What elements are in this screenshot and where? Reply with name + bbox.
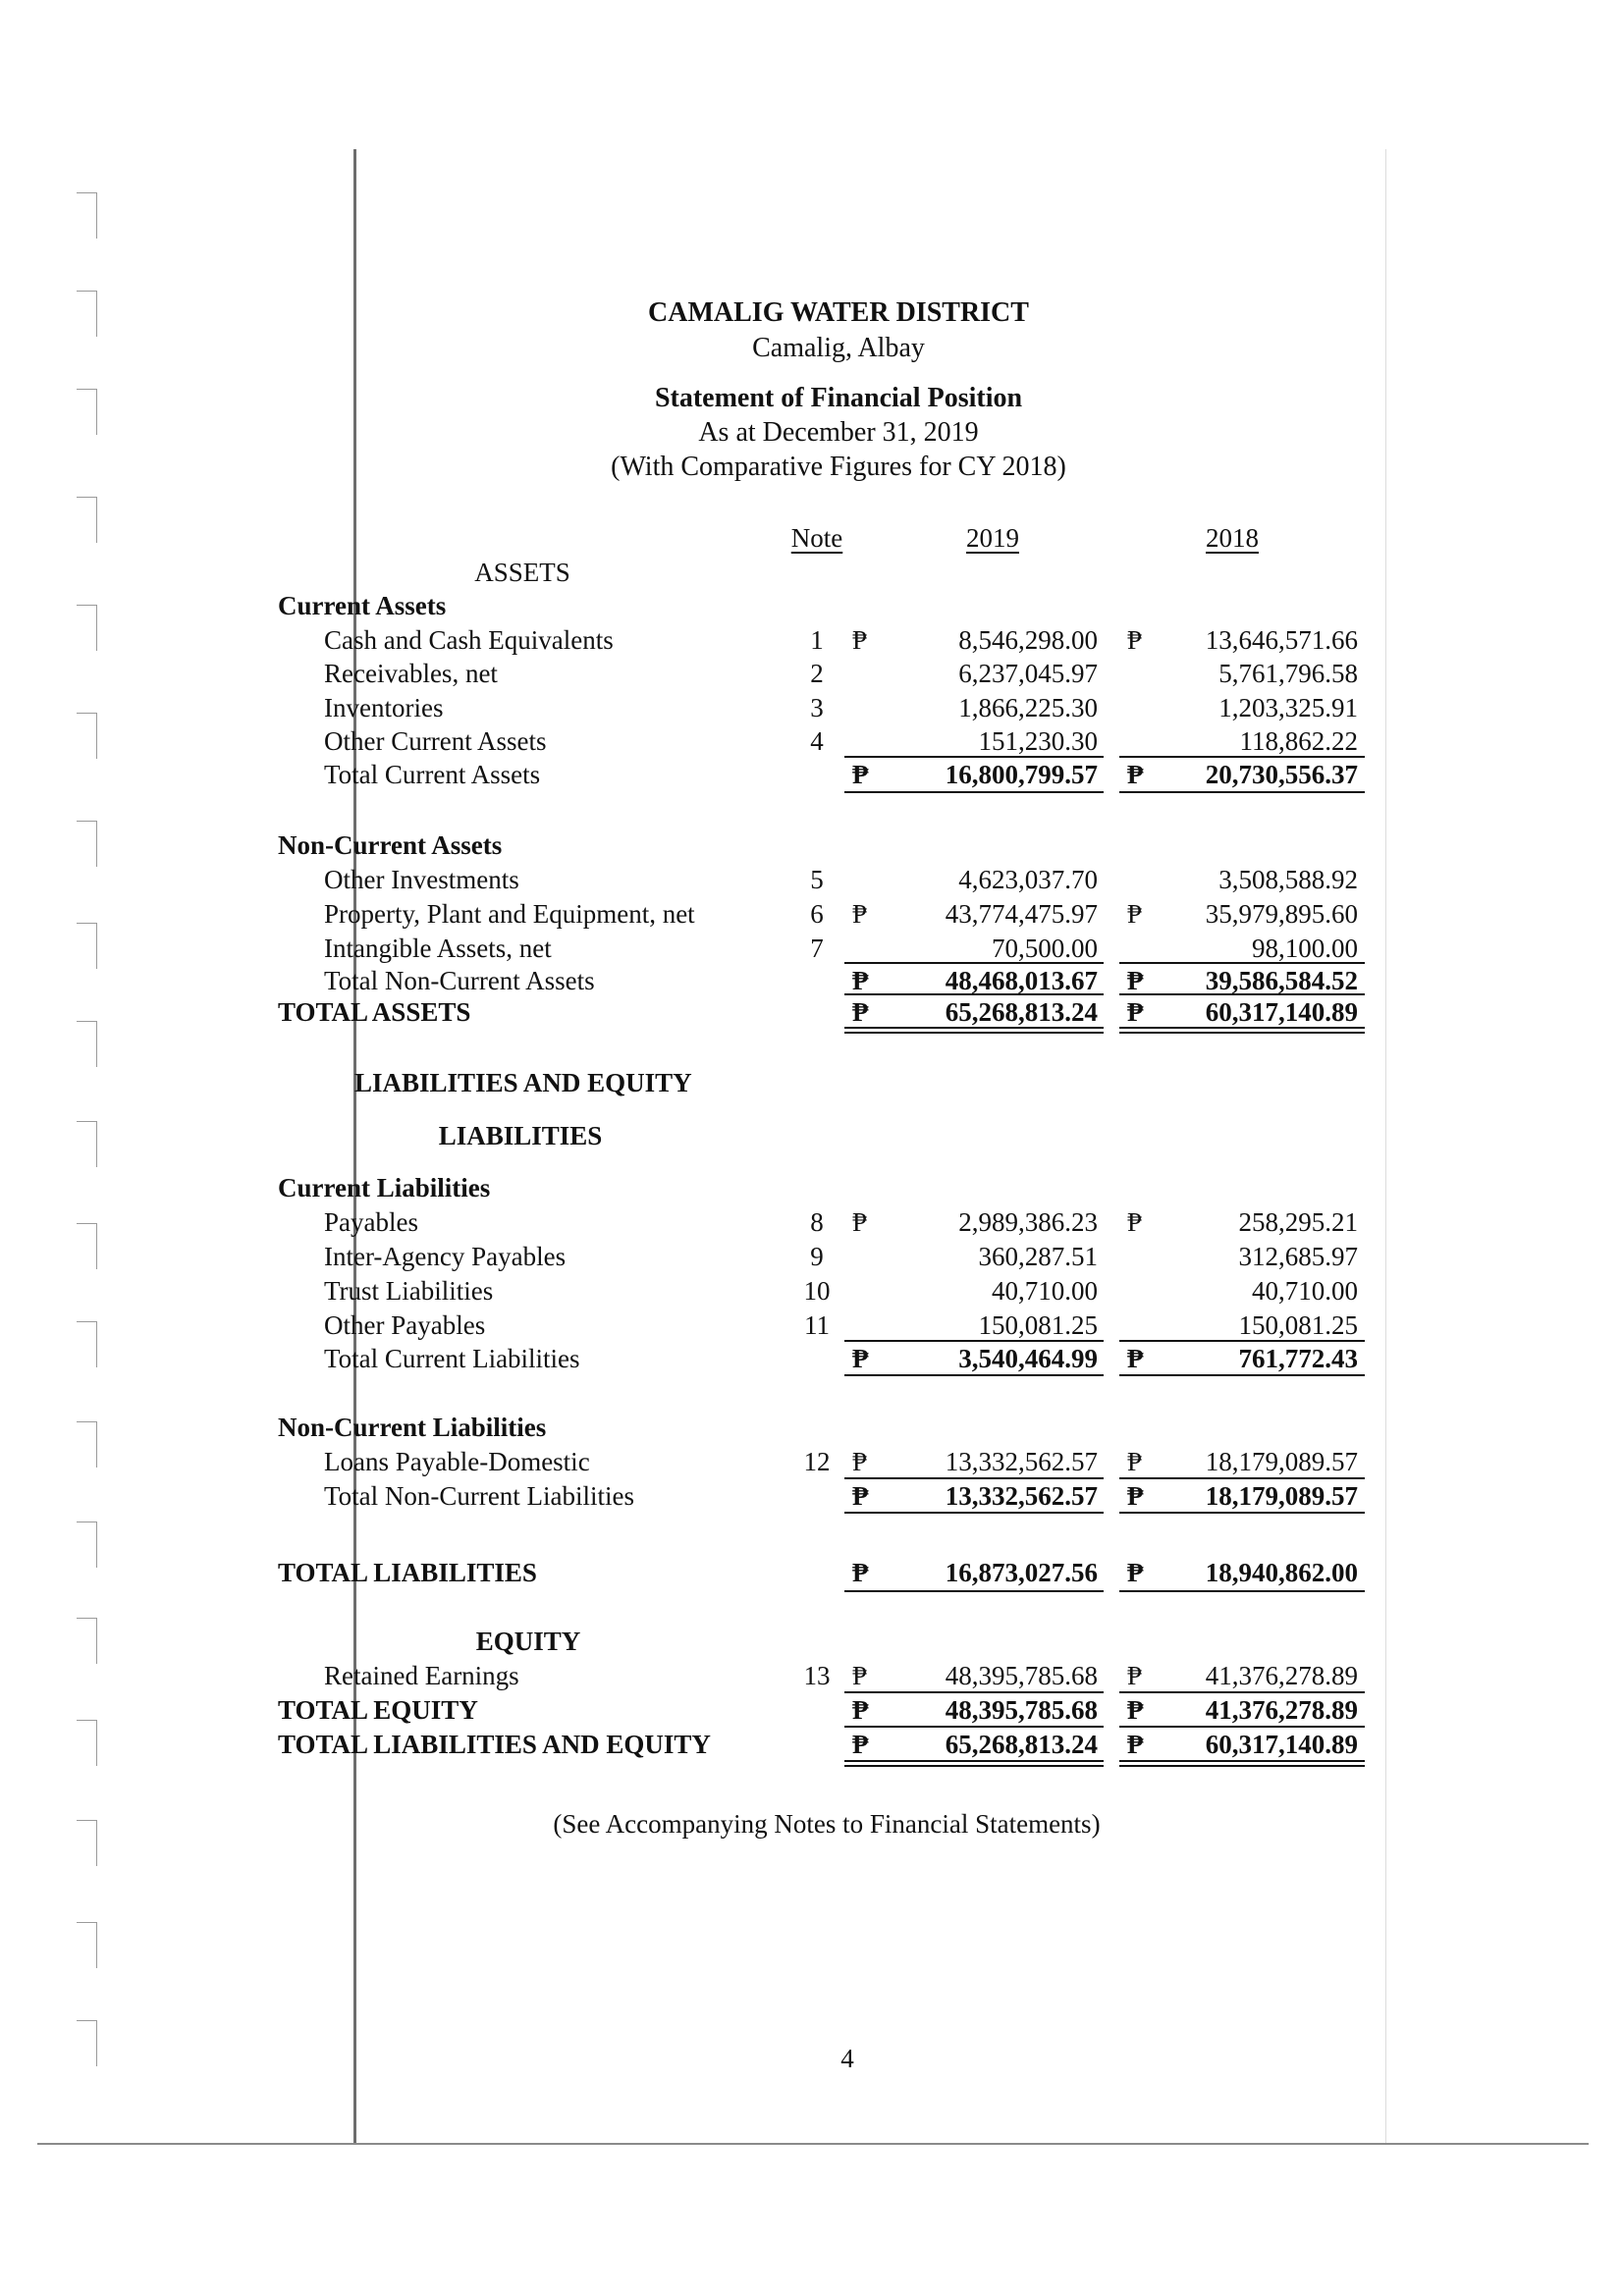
current-liabilities-heading: Current Liabilities (278, 1173, 491, 1202)
subtotal-rule (844, 1340, 1104, 1342)
line-item-label: Intangible Assets, net (324, 934, 552, 963)
subtotal-rule (844, 1374, 1104, 1376)
subtotal-rule (1119, 1512, 1365, 1514)
line-item-label: Other Current Assets (324, 726, 547, 756)
total-2018: 60,317,140.89 (1205, 997, 1358, 1027)
line-item-label: Inventories (324, 693, 444, 722)
amount-2019: 13,332,562.57 (945, 1447, 1098, 1476)
column-header-2018: 2018 (1206, 523, 1259, 553)
subtotal-rule (1119, 1590, 1365, 1592)
line-item-label: Trust Liabilities (324, 1276, 494, 1306)
total-2019: 16,873,027.56 (945, 1558, 1098, 1587)
amount-2019: 8,546,298.00 (958, 625, 1098, 655)
total-label: TOTAL LIABILITIES AND EQUITY (278, 1730, 711, 1759)
subtotal-rule (1119, 1477, 1365, 1479)
note-ref: 3 (810, 693, 824, 722)
peso-sign: ₱ (852, 1447, 868, 1476)
binding-hole-mark (77, 389, 97, 435)
subtotal-rule (844, 756, 1104, 758)
binding-hole-mark (77, 1922, 97, 1968)
amount-2019: 6,237,045.97 (958, 659, 1098, 688)
statement-title: Statement of Financial Position (654, 383, 1023, 413)
peso-sign: ₱ (852, 899, 868, 929)
line-item-label: Inter-Agency Payables (324, 1242, 567, 1271)
binding-hole-mark (77, 192, 97, 239)
binding-hole-mark (77, 1522, 97, 1568)
amount-2018: 150,081.25 (1238, 1310, 1358, 1340)
note-ref: 6 (810, 899, 824, 929)
peso-sign: ₱ (1127, 997, 1144, 1027)
amount-2019: 48,395,785.68 (945, 1661, 1098, 1690)
subtotal-rule (844, 993, 1104, 995)
amount-2018: 18,179,089.57 (1205, 1447, 1358, 1476)
note-ref: 8 (810, 1207, 824, 1237)
noncurrent-assets-heading: Non-Current Assets (278, 830, 503, 860)
subtotal-label: Total Current Assets (324, 760, 541, 789)
total-2018: 18,940,862.00 (1205, 1558, 1358, 1587)
amount-2019: 150,081.25 (978, 1310, 1098, 1340)
amount-2019: 43,774,475.97 (945, 899, 1098, 929)
liabilities-equity-heading: LIABILITIES AND EQUITY (354, 1068, 692, 1097)
amount-2018: 3,508,588.92 (1218, 865, 1358, 894)
subtotal-2018: 18,179,089.57 (1205, 1481, 1358, 1511)
subtotal-rule (844, 1726, 1104, 1728)
subtotal-rule (844, 962, 1104, 964)
double-rule (844, 1027, 1104, 1034)
peso-sign: ₱ (852, 760, 869, 789)
amount-2019: 4,623,037.70 (958, 865, 1098, 894)
binding-hole-mark (77, 2020, 97, 2066)
amount-2019: 151,230.30 (978, 726, 1098, 756)
binding-hole-mark (77, 1720, 97, 1766)
subtotal-2019: 48,468,013.67 (945, 966, 1098, 995)
assets-heading: ASSETS (474, 558, 570, 587)
amount-2018: 13,646,571.66 (1205, 625, 1358, 655)
subtotal-label: Total Non-Current Liabilities (324, 1481, 635, 1511)
peso-sign: ₱ (1127, 1481, 1144, 1511)
note-ref: 4 (810, 726, 824, 756)
peso-sign: ₱ (1127, 1730, 1144, 1759)
binding-hole-mark (77, 923, 97, 969)
binding-hole-mark (77, 713, 97, 759)
peso-sign: ₱ (852, 1207, 868, 1237)
noncurrent-liabilities-heading: Non-Current Liabilities (278, 1413, 547, 1442)
total-2019: 65,268,813.24 (945, 997, 1098, 1027)
total-label: TOTAL ASSETS (278, 997, 471, 1027)
amount-2018: 98,100.00 (1252, 934, 1358, 963)
binding-hole-mark (77, 1820, 97, 1866)
amount-2018: 41,376,278.89 (1205, 1661, 1358, 1690)
note-ref: 11 (804, 1310, 830, 1340)
line-item-label: Other Investments (324, 865, 519, 894)
column-header-2019: 2019 (966, 523, 1019, 553)
subtotal-rule (844, 1512, 1104, 1514)
peso-sign: ₱ (1127, 1447, 1143, 1476)
line-item-label: Other Payables (324, 1310, 486, 1340)
peso-sign: ₱ (852, 1661, 868, 1690)
total-label: TOTAL LIABILITIES (278, 1558, 537, 1587)
subtotal-2019: 3,540,464.99 (958, 1344, 1098, 1373)
amount-2019: 360,287.51 (978, 1242, 1098, 1271)
peso-sign: ₱ (1127, 1695, 1144, 1725)
binding-hole-mark (77, 821, 97, 867)
subtotal-rule (1119, 756, 1365, 758)
amount-2018: 35,979,895.60 (1205, 899, 1358, 929)
amount-2018: 118,862.22 (1239, 726, 1358, 756)
note-ref: 1 (810, 625, 824, 655)
binding-hole-mark (77, 497, 97, 543)
peso-sign: ₱ (852, 1344, 869, 1373)
binding-hole-mark (77, 1021, 97, 1067)
amount-2019: 2,989,386.23 (958, 1207, 1098, 1237)
amount-2019: 70,500.00 (992, 934, 1098, 963)
peso-sign: ₱ (852, 1481, 869, 1511)
line-item-label: Cash and Cash Equivalents (324, 625, 614, 655)
amount-2019: 40,710.00 (992, 1276, 1098, 1306)
subtotal-rule (1119, 993, 1365, 995)
peso-sign: ₱ (1127, 1344, 1144, 1373)
equity-heading: EQUITY (475, 1627, 581, 1656)
subtotal-rule (1119, 1726, 1365, 1728)
peso-sign: ₱ (852, 966, 869, 995)
peso-sign: ₱ (1127, 966, 1144, 995)
page-number: 4 (840, 2044, 854, 2073)
line-item-label: Payables (324, 1207, 418, 1237)
subtotal-rule (1119, 1374, 1365, 1376)
subtotal-2019: 13,332,562.57 (945, 1481, 1098, 1511)
entity-location: Camalig, Albay (752, 333, 925, 363)
subtotal-2018: 761,772.43 (1238, 1344, 1358, 1373)
amount-2018: 40,710.00 (1252, 1276, 1358, 1306)
total-2019: 65,268,813.24 (945, 1730, 1098, 1759)
binder-margin-line (353, 149, 356, 2144)
binding-hole-mark (77, 1421, 97, 1468)
subtotal-rule (844, 791, 1104, 793)
total-2018: 60,317,140.89 (1205, 1730, 1358, 1759)
double-rule (1119, 1760, 1365, 1767)
amount-2019: 1,866,225.30 (958, 693, 1098, 722)
binding-hole-mark (77, 605, 97, 651)
peso-sign: ₱ (852, 997, 869, 1027)
note-ref: 12 (803, 1447, 831, 1476)
line-item-label: Receivables, net (324, 659, 498, 688)
subtotal-rule (1119, 791, 1365, 793)
binding-hole-mark (77, 1321, 97, 1367)
subtotal-rule (1119, 1340, 1365, 1342)
statement-date: As at December 31, 2019 (698, 417, 979, 448)
line-item-label: Retained Earnings (324, 1661, 519, 1690)
subtotal-rule (844, 1477, 1104, 1479)
note-ref: 13 (803, 1661, 831, 1690)
peso-sign: ₱ (852, 1558, 869, 1587)
subtotal-rule (844, 1691, 1104, 1693)
subtotal-rule (1119, 962, 1365, 964)
note-ref: 10 (803, 1276, 831, 1306)
binding-hole-mark (77, 1223, 97, 1269)
comparative-note: (With Comparative Figures for CY 2018) (611, 452, 1066, 482)
note-ref: 2 (810, 659, 824, 688)
amount-2018: 312,685.97 (1238, 1242, 1358, 1271)
amount-2018: 258,295.21 (1238, 1207, 1358, 1237)
scan-bottom-line (37, 2143, 1589, 2145)
double-rule (1119, 1027, 1365, 1034)
peso-sign: ₱ (1127, 760, 1144, 789)
liabilities-heading: LIABILITIES (438, 1121, 603, 1150)
page-edge-line (1385, 149, 1386, 2144)
peso-sign: ₱ (1127, 1207, 1143, 1237)
subtotal-label: Total Current Liabilities (324, 1344, 580, 1373)
binding-hole-mark (77, 1618, 97, 1664)
peso-sign: ₱ (852, 1695, 869, 1725)
note-ref: 5 (810, 865, 824, 894)
entity-name: CAMALIG WATER DISTRICT (648, 297, 1029, 328)
subtotal-2018: 39,586,584.52 (1205, 966, 1358, 995)
line-item-label: Loans Payable-Domestic (324, 1447, 590, 1476)
peso-sign: ₱ (1127, 1661, 1143, 1690)
amount-2018: 5,761,796.58 (1218, 659, 1358, 688)
subtotal-label: Total Non-Current Assets (324, 966, 595, 995)
subtotal-2018: 20,730,556.37 (1205, 760, 1358, 789)
peso-sign: ₱ (852, 625, 868, 655)
note-ref: 9 (810, 1242, 824, 1271)
total-label: TOTAL EQUITY (278, 1695, 478, 1725)
peso-sign: ₱ (1127, 1558, 1144, 1587)
peso-sign: ₱ (1127, 899, 1143, 929)
double-rule (844, 1760, 1104, 1767)
amount-2018: 1,203,325.91 (1218, 693, 1358, 722)
subtotal-rule (844, 1590, 1104, 1592)
notes-reference: (See Accompanying Notes to Financial Statements) (553, 1809, 1101, 1839)
peso-sign: ₱ (852, 1730, 869, 1759)
total-2018: 41,376,278.89 (1205, 1695, 1358, 1725)
subtotal-2019: 16,800,799.57 (945, 760, 1098, 789)
binding-hole-mark (77, 291, 97, 337)
note-ref: 7 (810, 934, 824, 963)
line-item-label: Property, Plant and Equipment, net (324, 899, 695, 929)
binding-hole-mark (77, 1121, 97, 1167)
current-assets-heading: Current Assets (278, 591, 447, 620)
note-column-header: Note (790, 523, 843, 553)
subtotal-rule (1119, 1691, 1365, 1693)
peso-sign: ₱ (1127, 625, 1143, 655)
total-2019: 48,395,785.68 (945, 1695, 1098, 1725)
